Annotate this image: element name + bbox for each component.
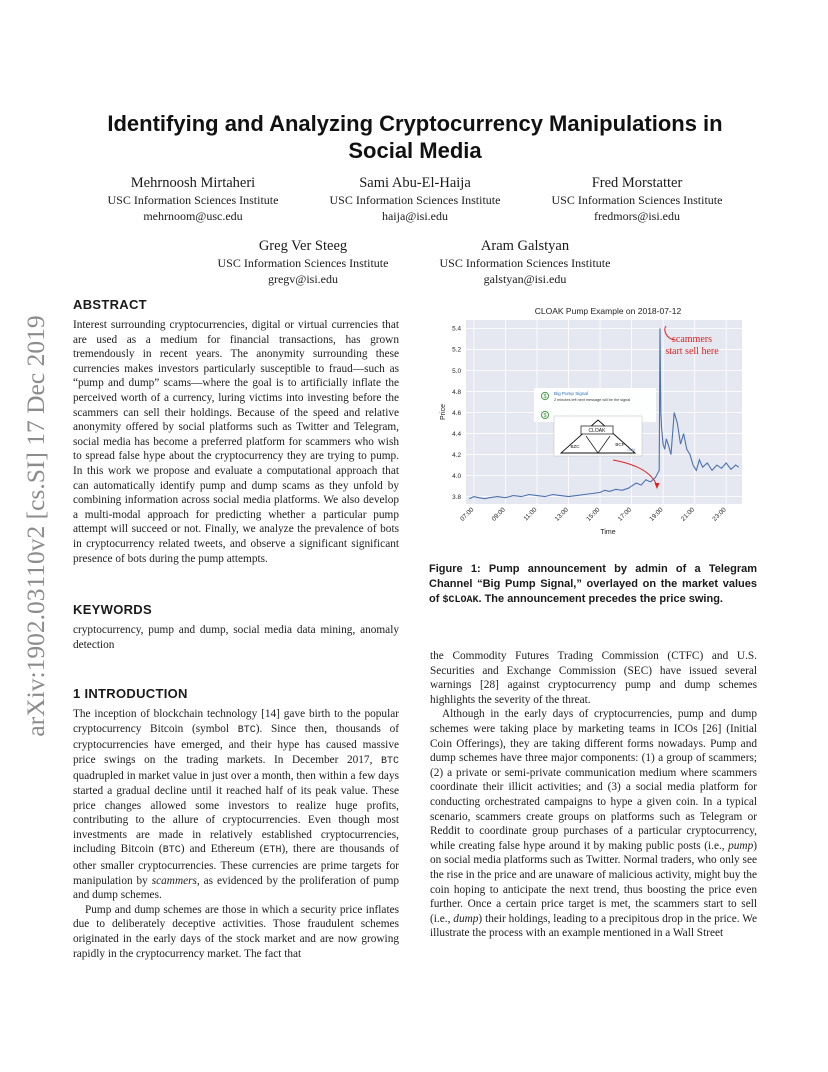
x-tick-label: 13:00	[553, 506, 570, 523]
x-tick-label: 07:00	[459, 506, 476, 523]
author-affiliation: USC Information Sciences Institute	[107, 193, 279, 207]
x-tick-label: 09:00	[490, 506, 507, 523]
symbol-btc: BTC	[380, 755, 399, 767]
y-tick-label: 4.4	[452, 430, 461, 438]
author-email: fredmors@isi.edu	[593, 209, 681, 223]
y-tick-label: 5.2	[452, 346, 461, 354]
intro-text: ) and Ethereum (	[180, 843, 264, 856]
author-email: haija@isi.edu	[381, 209, 449, 223]
intro-text: , as evidenced by the proliferation of pump and dump schemes.	[73, 874, 400, 902]
inset-timestamp: 15:54	[627, 448, 636, 452]
author-block	[420, 237, 630, 287]
author-block	[88, 174, 298, 224]
chart-title: CLOAK Pump Example on 2018-07-12	[534, 306, 682, 316]
intro-text: quadrupled in market value in just over a month, then within a few days started a gradual decline until it reached half of its peak value. These price changes allowed some investors to realize huge profits, contributing to the allure of cryptocurrencies. Even though most investments are made in relatively established cryptocurrencies, including Bitcoin (	[73, 770, 399, 856]
y-tick-label: 4.6	[452, 409, 461, 417]
x-tick-label: 23:00	[711, 506, 728, 523]
author-block	[532, 174, 742, 224]
caption-text: Figure 1: Pump announcement by admin of a Telegram Channel “Big Pump Signal,” overlayed on the market values of	[429, 563, 757, 605]
abstract-text: Interest surrounding cryptocurrencies, digital or virtual currencies that are used as a medium for financial transactions, has grown tremendously in recent years. The anonymity surrounding these currencies makes investors particularly susceptible to fraud—such as “pump and dump” scams—where the goal is to artificially inflate the perceived worth of a currency, luring victims into investing before the scammers can sell their holdings. Because of the speed and relative anonymity offered by social platforms such as Twitter and Telegram, social media has become a preferred platform for scammers who wish to spread false hype about the cryptocurrency they are trying to pump. In this work we propose and evaluate a computational approach that can automatically identify pump and dump scams as they unfold by combining information across social media platforms. We also develop a multi-modal approach for predicting whether a particular pump attempt will succeed or not. Finally, we analyze the prevalence of bots in cryptocurrency related tweets, and observe a significant significant presence of bots during the pump attempts.	[73, 319, 399, 565]
y-tick-label: 5.4	[452, 325, 461, 333]
inset-message: 2 minutes left next message will be the signal	[554, 398, 631, 402]
author-block	[310, 174, 520, 224]
intro-text: ) on social media platforms such as Twitter. Normal traders, who only see the rise in the price and are unaware of malicious activity, might buy the coin hoping to anticipate the next trend, thus boosting the price even further. Once a certain price target is met, the scammers start to sell (i.e.,	[430, 839, 757, 925]
caption-ticker: $CLOAK	[442, 595, 479, 606]
author-affiliation: USC Information Sciences Institute	[551, 193, 723, 207]
y-tick-label: 4.2	[452, 451, 461, 459]
price-chart	[430, 300, 758, 542]
author-affiliation: USC Information Sciences Institute	[217, 256, 389, 270]
x-tick-label: 19:00	[648, 506, 665, 523]
intro-text: The inception of blockchain technology [14] gave birth to the popular cryptocurrency Bitcoin (symbol	[73, 708, 399, 735]
annotation-label: start sell here	[665, 346, 719, 357]
y-axis-ticks	[452, 326, 461, 501]
x-tick-label: 15:00	[585, 506, 602, 523]
author-name: Greg Ver Steeg	[258, 238, 348, 254]
y-tick-label: 3.8	[452, 493, 461, 501]
author-affiliation: USC Information Sciences Institute	[439, 256, 611, 270]
intro-text: Although in the early days of cryptocurrencies, pump and dump schemes were taking place by marketing teams in ICOs [26] (Initial Coin Offerings), they are taking different forms nowadays. Pump and dump schemes have three major components: (1) a group of scammers; (2) a private or semi-private communication medium where scammers coordinate their illicit activities; and (3) a social media platform for conducting orchestrated campaigns to hype a given coin. In a typical scenario, scammers create groups on platforms such as Telegram or Reddit to coordinate group purchases of a particular cryptocurrency, while creating false hype around it by making public posts (i.e.,	[430, 708, 757, 852]
y-tick-label: 4.8	[452, 388, 461, 396]
intro-paragraph	[73, 707, 399, 961]
symbol-eth: ETH	[263, 845, 282, 857]
channel-avatar-glyph: $	[543, 412, 547, 419]
introduction-heading: 1 INTRODUCTION	[73, 686, 188, 701]
author-name: Fred Morstatter	[591, 175, 683, 191]
x-axis-ticks	[459, 506, 728, 523]
emphasis-scammers: scammers	[151, 874, 197, 887]
emphasis-dump: dump	[453, 912, 479, 925]
emphasis-pump: pump	[728, 839, 754, 852]
y-tick-label: 4.0	[452, 472, 461, 480]
intro-text: Pump and dump schemes are those in which a security price inflates due to deliberately deceptive activities. Those fraudulent schemes originated in the early days of the stock market and are now growing rapidly in the cryptocurrency market. The fact that	[73, 903, 399, 960]
inset-right-label: BCP	[615, 442, 625, 447]
annotation-label: scammers	[672, 334, 712, 345]
keywords-heading: KEYWORDS	[73, 602, 152, 617]
author-block	[198, 237, 408, 287]
caption-text: . The announcement precedes the price swing.	[478, 593, 723, 605]
paper-title: Identifying and Analyzing Cryptocurrency Manipulations in Social Media	[107, 111, 723, 163]
x-tick-label: 11:00	[522, 506, 539, 523]
author-email: gregv@isi.edu	[267, 272, 339, 286]
author-affiliation: USC Information Sciences Institute	[329, 193, 501, 207]
arxiv-identifier-text: arXiv:1902.03110v2 [cs.SI] 17 Dec 2019	[21, 315, 50, 737]
author-name: Aram Galstyan	[480, 238, 570, 254]
keywords-text: cryptocurrency, pump and dump, social media data mining, anomaly detection	[73, 624, 399, 651]
author-name: Sami Abu-El-Haija	[359, 175, 471, 191]
intro-paragraph-right	[430, 649, 757, 941]
x-tick-label: 17:00	[616, 506, 634, 523]
author-email: mehrnoom@usc.edu	[143, 209, 243, 223]
abstract-heading: ABSTRACT	[73, 297, 147, 312]
figure-1	[430, 300, 758, 542]
inset-channel-title: Big Pump Signal	[554, 391, 588, 396]
author-email: galstyan@isi.edu	[483, 272, 567, 286]
y-tick-label: 5.0	[452, 367, 461, 375]
author-name: Mehrnoosh Mirtaheri	[130, 175, 256, 191]
intro-text: ). Since then, thousands of cryptocurrencies have emerged, and their hype has caused massive price swings on the trading markets. In December 2017,	[73, 722, 399, 766]
inset-left-label: BZC	[570, 444, 580, 449]
intro-text: ), there are thousands of other smaller cryptocurrencies. These currencies are prime targets for manipulation by	[73, 843, 399, 887]
inset-coin-name: CLOAK	[588, 428, 606, 435]
symbol-btc: BTC	[162, 845, 181, 857]
figure-caption	[429, 562, 757, 608]
intro-text: the Commodity Futures Trading Commission (CTFC) and U.S. Securities and Exchange Commission (SEC) have issued several warnings [28] against cryptocurrency pump and dump schemes highlights the severity of the threat.	[430, 650, 757, 706]
x-tick-label: 21:00	[679, 506, 697, 523]
channel-avatar-glyph: $	[543, 393, 547, 400]
y-axis-label: Price	[440, 404, 447, 420]
x-axis-label: Time	[600, 529, 616, 536]
arxiv-identifier	[16, 296, 56, 756]
intro-text: ) their holdings, leading to a precipitous drop in the price. We illustrate the process with an example mentioned in a Wall Street	[430, 912, 757, 940]
symbol-btc: BTC	[237, 724, 256, 736]
